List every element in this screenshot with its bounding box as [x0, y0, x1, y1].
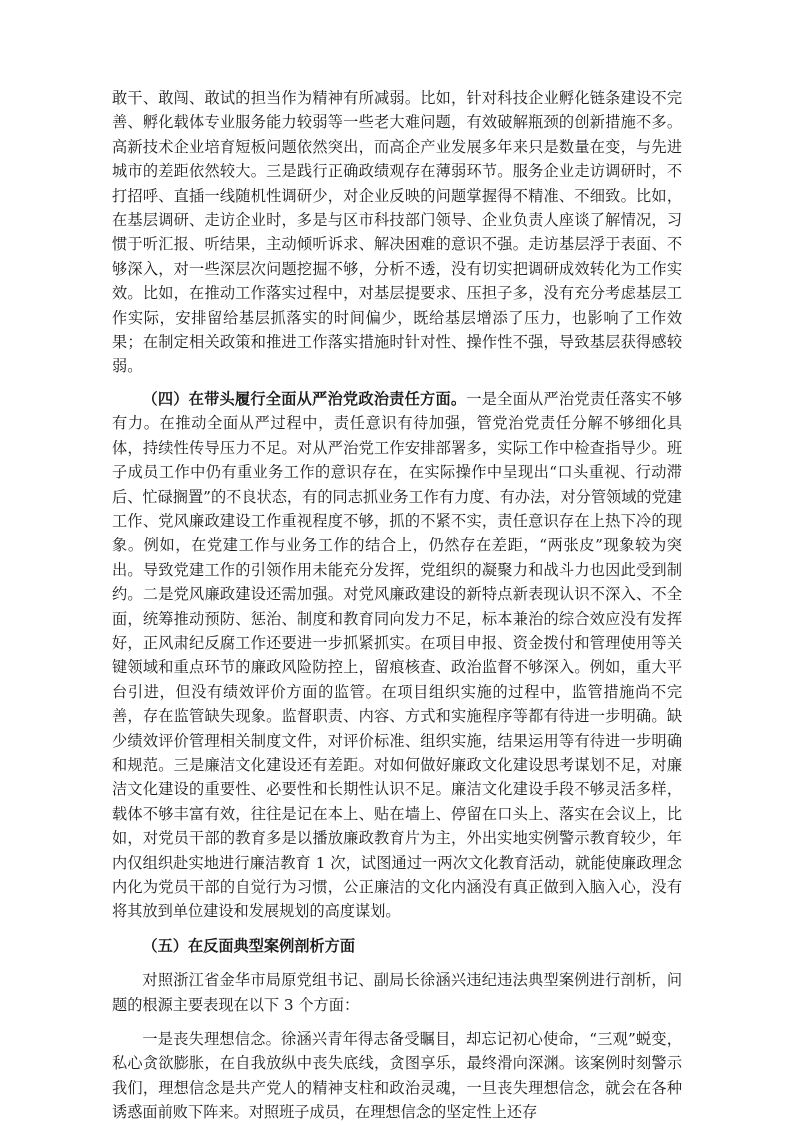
root-cause-one-paragraph: [112, 1027, 682, 1125]
paragraph-continuation: [112, 86, 682, 379]
section-four-body: 一是全面从严治党责任落实不够有力。在推动全面从严过程中，责任意识有待加强，管党治党责任分解不够细化具体，持续性传导压力不足。对从严治党工作安排部署多，实际工作中检查指导少。班子成员工作中仍有重业务工作的意识存在，在实际操作中呈现出“口头重视、行动滞后、忙碌搁置”的不良状态，有的同志抓业务工作有力度、有办法，对分管领域的党建工作、党风廉政建设工作重视程度不够，抓的不紧不实，责任意识存在上热下冷的现象。例如，在党建工作与业务工作的结合上，仍然存在差距，“两张皮”现象较为突出。导致党建工作的引领作用未能充分发挥，党组织的凝聚力和战斗力也因此受到制约。二是党风廉政建设还需加强。对党风廉政建设的新特点新表现认识不深入、不全面，统筹推动预防、惩治、制度和教育同向发力不足，标本兼治的综合效应没有发挥好，正风肃纪反腐工作还要进一步抓紧抓实。在项目申报、资金拨付和管理使用等关键领域和重点环节的廉政风险防控上，留痕核查、政治监督不够深入。例如，重大平台引进，但没有绩效评价方面的监管。在项目组织实施的过程中，监管措施尚不完善，存在监管缺失现象。监督职责、内容、方式和实施程序等都有待进一步明确。缺少绩效评价管理相关制度文件，对评价标准、组织实施，结果运用等有待进一步明确和规范。三是廉洁文化建设还有差距。对如何做好廉政文化建设思考谋划不足，对廉洁文化建设的重要性、必要性和长期性认识不足。廉洁文化建设手段不够灵活多样，载体不够丰富有效，往往是记在本上、贴在墙上、停留在口头上、落实在会议上，比如，对党员干部的教育多是以播放廉政教育片为主，外出实地实例警示教育较少，年内仅组织赴实地进行廉洁教育 1 次，试图通过一两次文化教育活动，就能使廉政理念内化为党员干部的自觉行为习惯，公正廉洁的文化内涵没有真正做到入脑入心，没有将其放到单位建设和发展规划的高度谋划。: [112, 389, 683, 921]
paragraph-text: 敢干、敢闯、敢试的担当作为精神有所减弱。比如，针对科技企业孵化链条建设不完善、孵化载体专业服务能力较弱等一些老大难问题，有效破解瓶颈的创新措施不多。高新技术企业培育短板问题依然突出，而高企产业发展多年来只是数量在变，与先进城市的差距依然较大。三是践行正确政绩观存在薄弱环节。服务企业走访调研时，不打招呼、直插一线随机性调研少，对企业反映的问题掌握得不精准、不细致。比如，在基层调研、走访企业时，多是与区市科技部门领导、企业负责人座谈了解情况，习惯于听汇报、听结果，主动倾听诉求、解决困难的意识不强。走访基层浮于表面、不够深入，对一些深层次问题挖掘不够，分析不透，没有切实把调研成效转化为工作实效。比如，在推动工作落实过程中，对基层提要求、压担子多，没有充分考虑基层工作实际，安排留给基层抓落实的时间偏少，既给基层增添了压力，也影响了工作效果；在制定相关政策和推进工作落实措施时针对性、操作性不强，导致基层获得感较弱。: [112, 89, 682, 376]
section-five-heading-text: （五）在反面典型案例剖析方面: [142, 936, 356, 955]
document-page: [112, 86, 682, 1125]
section-four-paragraph: [112, 387, 682, 924]
case-intro-paragraph: [112, 968, 682, 1017]
section-five-heading: [112, 934, 682, 958]
section-four-heading: （四）在带头履行全面从严治党政治责任方面。: [142, 389, 467, 408]
root-cause-one-text: 一是丧失理想信念。徐涵兴青年得志备受瞩目，却忘记初心使命，“三观”蜕变，私心贪欲膨胀，在自我放纵中丧失底线，贪图享乐，最终滑向深渊。该案例时刻警示我们，理想信念是共产党人的精神支柱和政治灵魂，一旦丧失理想信念，就会在各种诱惑面前败下阵来。对照班子成员，在理想信念的坚定性上还存: [112, 1030, 682, 1122]
case-intro-text: 对照浙江省金华市局原党组书记、副局长徐涵兴违纪违法典型案例进行剖析，问题的根源主要表现在以下 3 个方面：: [112, 971, 682, 1014]
